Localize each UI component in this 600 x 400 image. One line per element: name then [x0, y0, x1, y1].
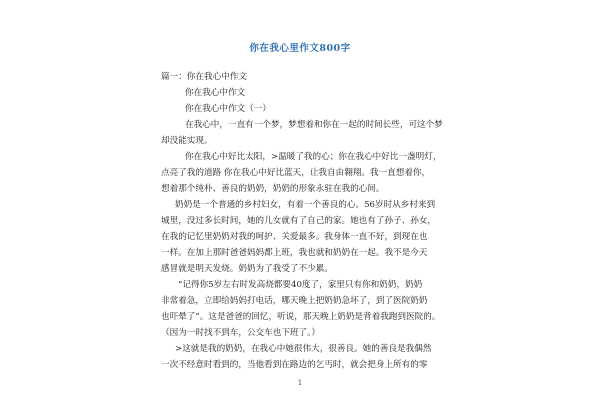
paragraph-line: 也吓晕了”。这是爸爸的回忆，听说，那天晚上奶奶是背着我跑到医院的。: [161, 312, 441, 322]
paragraph-line: （因为一时找不到车，公交车也下班了。）: [161, 328, 320, 338]
page-number: 1: [297, 379, 303, 387]
document-title: 你在我心里作文800字: [249, 43, 351, 54]
paragraph-line: 在我心中，一直有一个梦，梦想着和你在一起的时间长些，可这个梦: [185, 120, 443, 130]
paragraph-line: 非常着急，立即给妈妈打电话，哪天晚上把奶奶急坏了，到了医院奶奶: [161, 296, 428, 306]
section-heading: 篇一：你在我心中作文: [161, 72, 247, 82]
sub-heading: 你在我心中作文（一）: [185, 104, 271, 114]
paragraph-line: >这就是我的奶奶，在我心中她很伟大，很善良。她的善良是我偶然: [175, 344, 432, 354]
paragraph-line: 你在我心中好比太阳，>温暖了我的心；你在我心中好比一盏明灯，: [185, 152, 442, 162]
sub-heading: 你在我心中作文: [185, 88, 246, 98]
paragraph-line: 感冒就是明天发烧。奶奶为了我受了不少累。: [161, 264, 333, 274]
paragraph-line: 却没能实现。: [161, 136, 213, 146]
paragraph-line: 一样。在加上那时爸爸妈妈都上班，我也就和奶奶在一起。我不是今天: [161, 248, 428, 258]
paragraph-line: 在我的记忆里奶奶对我的呵护、关爱最多。我身体一直不好，到现在也: [161, 232, 428, 242]
paragraph-line: 想着那个纯朴、善良的奶奶，奶奶的形象永驻在我的心间。: [161, 184, 385, 194]
paragraph-line: “记得你5岁左右时发高烧都要40度了，家里只有你和奶奶，奶奶: [178, 280, 423, 290]
paragraph-line: 奶奶是一个普通的乡村妇女，有着一个善良的心。56岁时从乡村来到: [175, 200, 436, 210]
paragraph-line: 一次不经意时看到的，当他看到在路边的乞丐时，就会把身上所有的零: [161, 360, 428, 370]
paragraph-line: 城里，没过多长时间，她的儿女就有了自己的家。她也有了孙子、孙女，: [161, 216, 437, 226]
paragraph-line: 点亮了我的道路 你在我心中好比蓝天，让我自由翱翔。我一直想着你，: [161, 168, 431, 178]
